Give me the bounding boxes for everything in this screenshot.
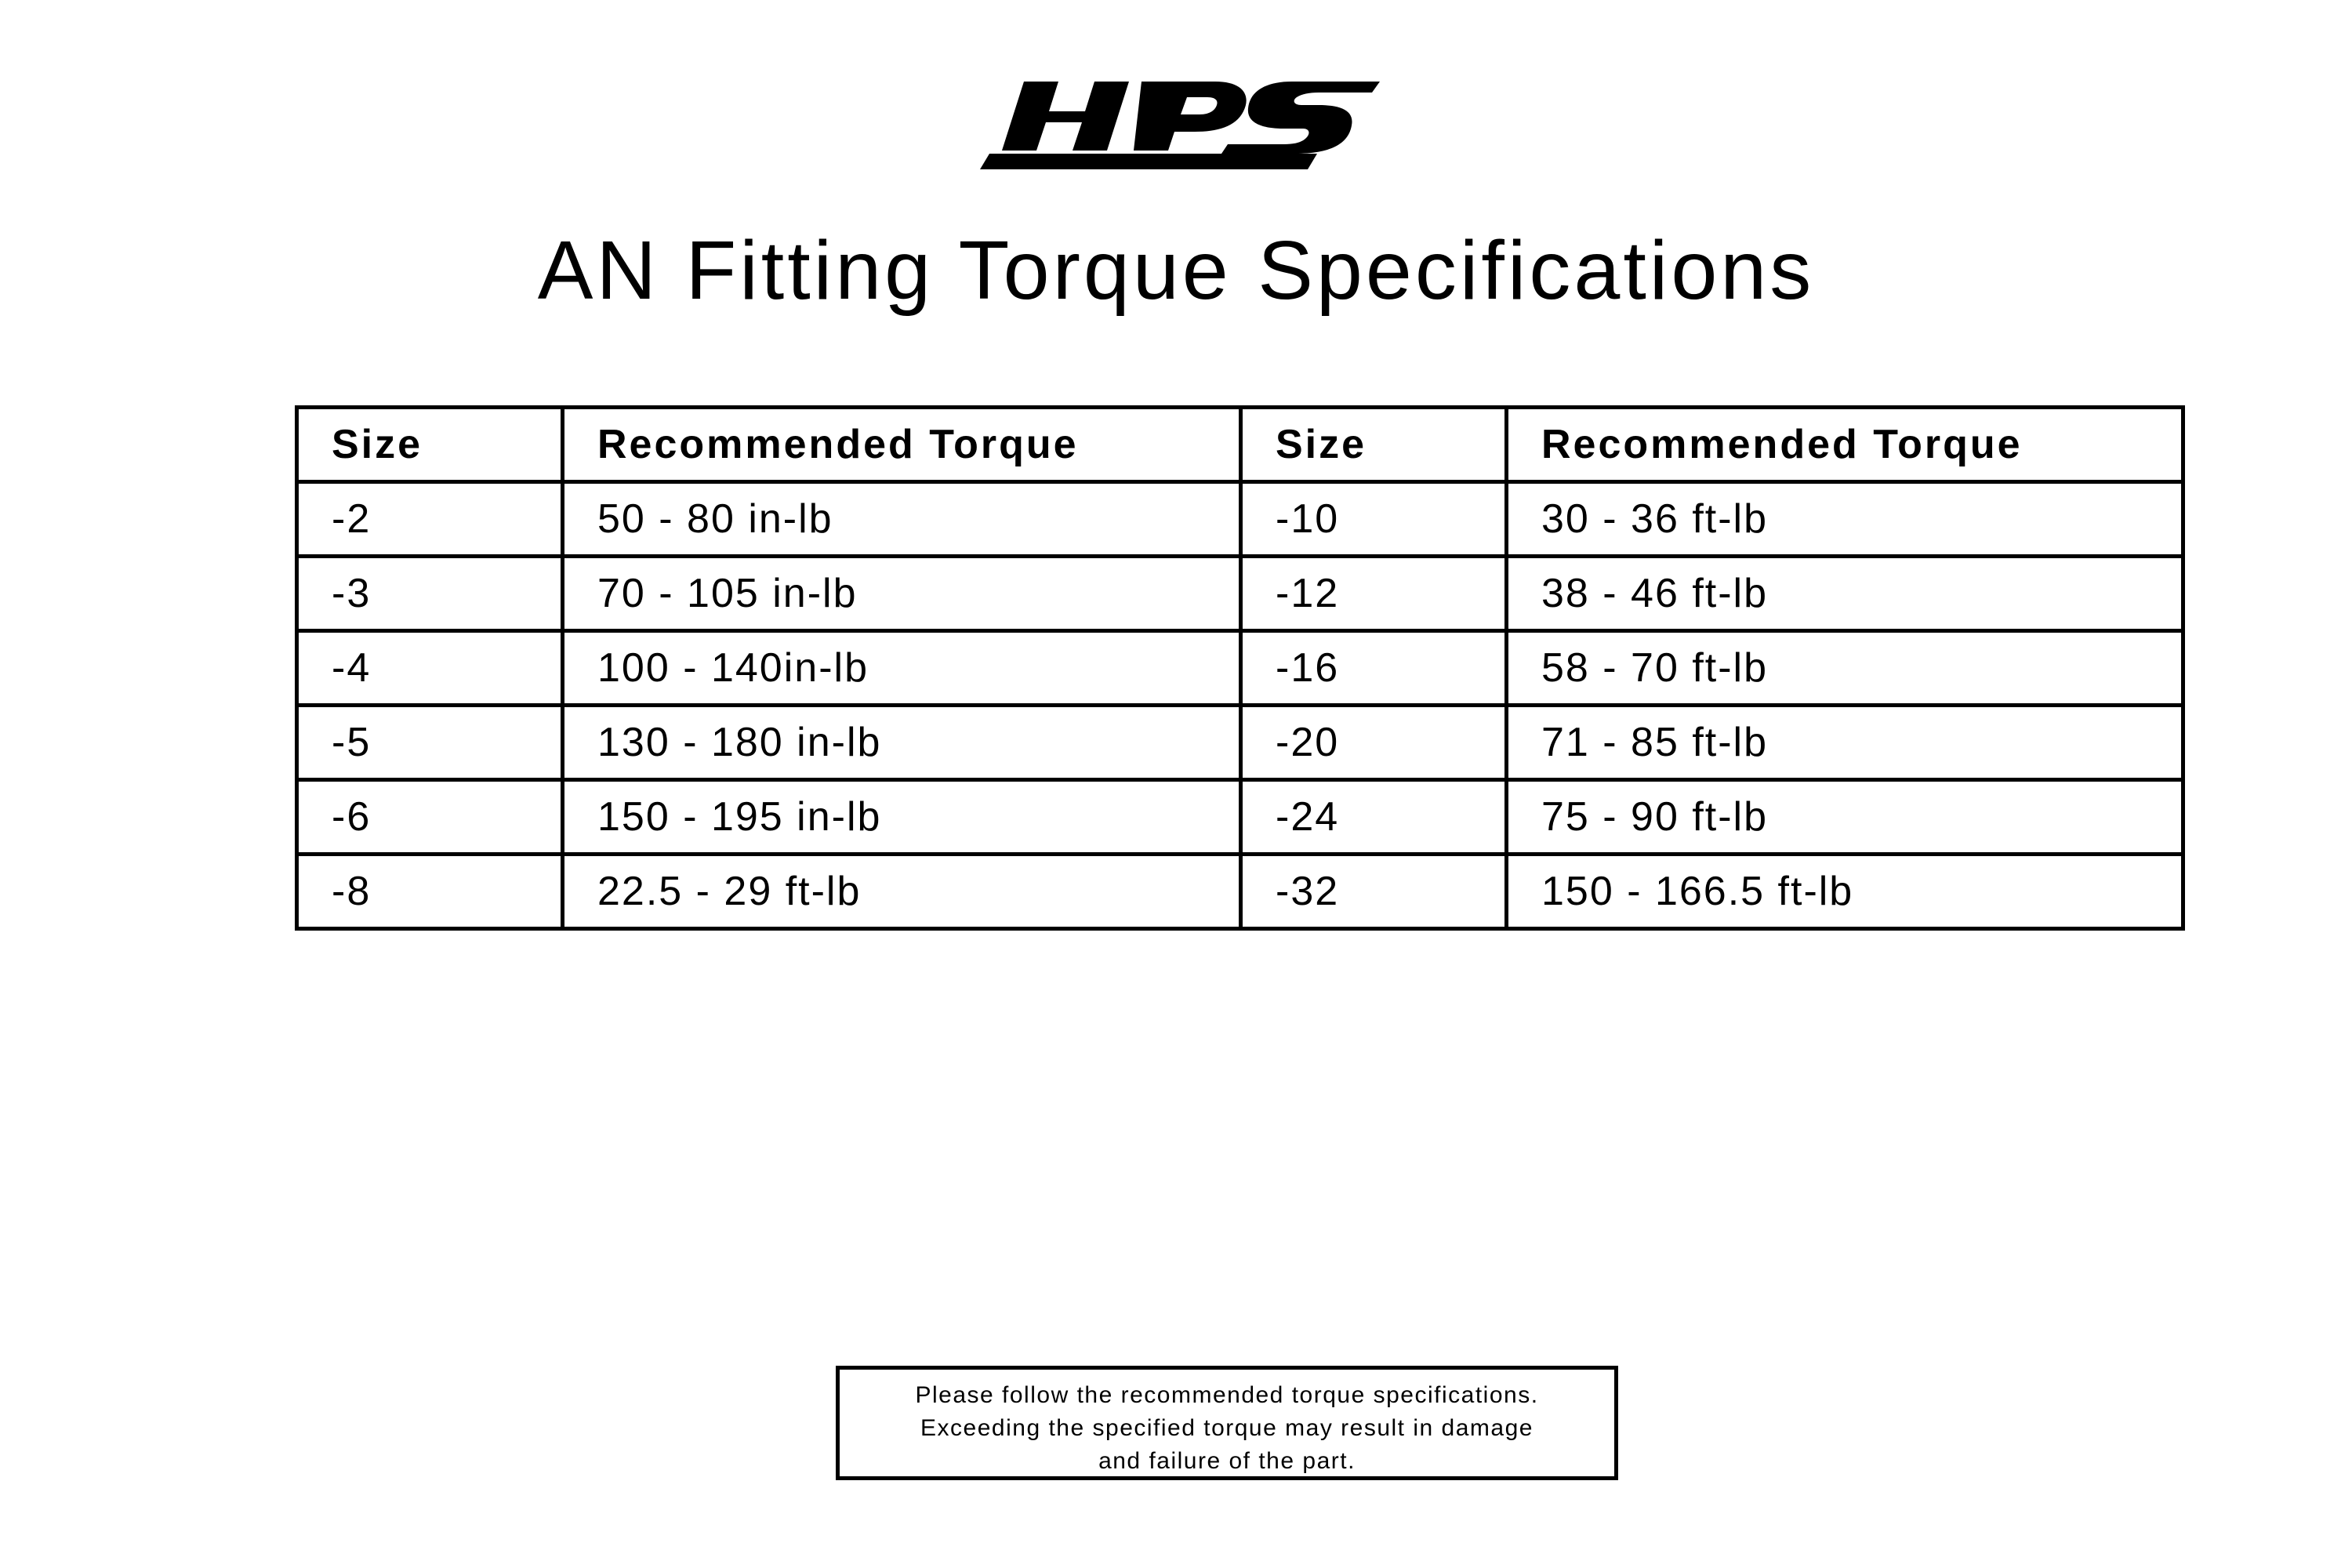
size-cell: -6 [297, 780, 563, 855]
column-header-recommended-torque: Recommended Torque [1507, 408, 2183, 482]
size-cell: -8 [297, 855, 563, 929]
table-row [297, 482, 2183, 557]
notice-line: Please follow the recommended torque specifications. [915, 1382, 1539, 1408]
table-row [297, 557, 2183, 631]
size-cell: -10 [1241, 482, 1507, 557]
size-cell: -2 [297, 482, 563, 557]
size-cell: -12 [1241, 557, 1507, 631]
page-title: AN Fitting Torque Specifications [537, 224, 1815, 317]
size-cell: -32 [1241, 855, 1507, 929]
torque-cell: 22.5 - 29 ft-lb [563, 855, 1241, 929]
size-cell: -4 [297, 631, 563, 706]
notice-line: and failure of the part. [1098, 1448, 1356, 1474]
size-cell: -20 [1241, 706, 1507, 780]
column-header-size: Size [297, 408, 563, 482]
size-cell: -24 [1241, 780, 1507, 855]
torque-cell: 30 - 36 ft-lb [1507, 482, 2183, 557]
torque-cell: 75 - 90 ft-lb [1507, 780, 2183, 855]
torque-cell: 38 - 46 ft-lb [1507, 557, 2183, 631]
torque-cell: 50 - 80 in-lb [563, 482, 1241, 557]
torque-cell: 58 - 70 ft-lb [1507, 631, 2183, 706]
torque-cell: 100 - 140in-lb [563, 631, 1241, 706]
table-row [297, 780, 2183, 855]
column-header-recommended-torque: Recommended Torque [563, 408, 1241, 482]
torque-cell: 130 - 180 in-lb [563, 706, 1241, 780]
size-cell: -3 [297, 557, 563, 631]
size-cell: -16 [1241, 631, 1507, 706]
torque-warning-notice [836, 1366, 1618, 1480]
torque-cell: 150 - 166.5 ft-lb [1507, 855, 2183, 929]
table-row [297, 631, 2183, 706]
size-cell: -5 [297, 706, 563, 780]
torque-cell: 70 - 105 in-lb [563, 557, 1241, 631]
table-row [297, 706, 2183, 780]
torque-cell: 150 - 195 in-lb [563, 780, 1241, 855]
torque-cell: 71 - 85 ft-lb [1507, 706, 2183, 780]
table-header-row [297, 408, 2183, 482]
hps-logo-icon [980, 77, 1380, 174]
torque-spec-table [295, 405, 2185, 931]
notice-line: Exceeding the specified torque may result in damage [920, 1415, 1534, 1441]
table-row [297, 855, 2183, 929]
column-header-size: Size [1241, 408, 1507, 482]
